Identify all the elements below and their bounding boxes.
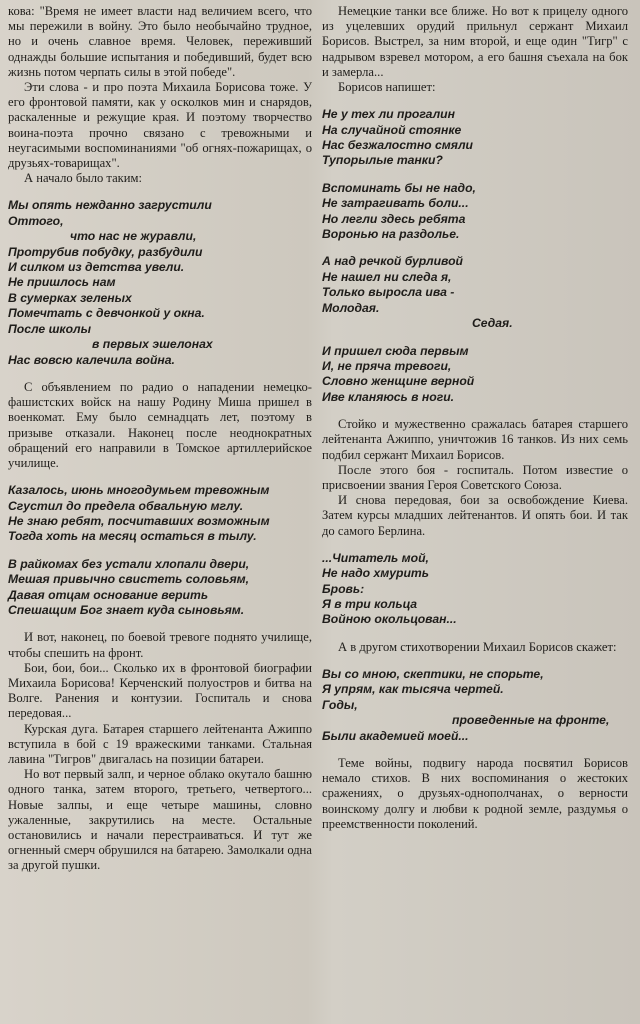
poem-line: Не у тех ли прогалин	[322, 107, 455, 122]
poem-line: Спешащим Бог знает куда сыновьям.	[8, 602, 245, 617]
poem-line: Воронью на раздолье.	[322, 227, 460, 242]
right-column	[322, 4, 628, 832]
poem-line: Седая.	[472, 316, 513, 331]
poem-line: Иве кланяюсь в ноги.	[322, 389, 455, 404]
paragraph: Борисов напишет:	[338, 80, 436, 95]
poem-line: А над речкой бурливой	[322, 254, 464, 269]
poem-line: Не затрагивать боли...	[322, 196, 469, 211]
poem-stanza	[322, 254, 628, 331]
poem-line: Не знаю ребят, посчитавших возможным	[8, 513, 270, 528]
poem-line: Сгустил до предела обвальную мглу.	[8, 498, 244, 513]
poem-line: Бровь:	[322, 581, 365, 596]
paragraph: И снова передовая, бои за освобождение Киева. Затем курсы младших лейтенантов. И опять бои. И так до самого Берлина.	[322, 493, 628, 538]
poem-line: Нас безжалостно смяли	[322, 138, 474, 153]
poem-line: ...Читатель мой,	[322, 550, 429, 565]
paragraph: Курская дуга. Батарея старшего лейтенанта Ажиппо вступила в бой с 19 вражескими танками. Стальная лавина "Тигров" двигалась на позиции батареи.	[8, 721, 312, 766]
poem-line: Только выросла ива -	[322, 285, 455, 300]
paragraph: кова: "Время не имеет власти над величием всего, что мы пережили в войну. Это было необычайно трудное, но и очень славное время. Человек, переживший однажды большие испытания и победивший, будет всю жизнь потом черпать силы в этой победе".	[8, 4, 312, 79]
poem-line: После школы	[8, 321, 92, 336]
poem-line: в первых эшелонах	[92, 337, 213, 352]
poem-line: Оттого,	[8, 213, 64, 228]
paragraph: Бои, бои, бои... Сколько их в фронтовой биографии Михаила Борисова! Керченский полуостров и битва на Волге. Ранения и контузии. Госпиталь и снова передовая...	[8, 660, 312, 721]
poem-line: Вспоминать бы не надо,	[322, 180, 476, 195]
paragraph: Стойко и мужественно сражалась батарея старшего лейтенанта Ажиппо, уничтожив 16 танков. Из них семь подбил сержант Михаил Борисов.	[322, 417, 628, 462]
poem-line: Не надо хмурить	[322, 566, 430, 581]
poem-line: И силком из детства увели.	[8, 260, 185, 275]
paragraph: И вот, наконец, по боевой тревоге поднято училище, чтобы спешить на фронт.	[8, 630, 312, 660]
poem-line: Войною окольцован...	[322, 612, 457, 627]
poem-line: И пришел сюда первым	[322, 343, 469, 358]
poem-line: Мешая привычно свистеть соловьям,	[8, 572, 250, 587]
poem-line: Словно женщине верной	[322, 374, 475, 389]
paragraph: С объявлением по радио о нападении немецко-фашистских войск на нашу Родину Миша пришел в военкомат. Ему было семнадцать лет, поэтому в призыве отказали. Наконец после неоднократных обращений его направили в Томское артиллерийское училище.	[8, 379, 312, 470]
left-column	[8, 4, 312, 874]
paragraph: А начало было таким:	[24, 171, 143, 186]
paragraph: Эти слова - и про поэта Михаила Борисова тоже. У его фронтовой памяти, как у осколков мин и снарядов, раскаленные и режущие края. И поэтому творчество воина-поэта прочно связано с тревожными и неугасимыми воспоминаниями "об огнях-пожарищах, о друзьях-товарищах".	[8, 80, 312, 171]
poem-line: В райкомах без устали хлопали двери,	[8, 556, 250, 571]
poem-stanza	[8, 483, 312, 545]
paragraph: Но вот первый залп, и черное облако окутало башню одного танка, затем второго, третьего, четвертого... Новые залпы, и еще четыре машины, словно ужаленные, закрутились на месте. Остальные остановились и начали перестраиваться. И тут же огненный смерч обрушился на батарею. Замолкали одна за другой пушки.	[8, 767, 312, 873]
poem-line: проведенные на фронте,	[452, 713, 610, 728]
poem-line: Были академией моей...	[322, 728, 469, 743]
paragraph: Немецкие танки все ближе. Но вот к прицелу одного из уцелевших орудий прильнул сержант Михаил Борисов. Выстрел, за ним второй, и еще один "Тигр" с надрывом взревел мотором, а его башня съехала на бок и замерла...	[322, 4, 628, 79]
poem-line: И, не пряча тревоги,	[322, 358, 452, 373]
poem-stanza	[322, 181, 628, 243]
poem-line: что нас не журавли,	[70, 229, 197, 244]
poem-line: Но легли здесь ребята	[322, 211, 466, 226]
poem-line: На случайной стоянке	[322, 122, 462, 137]
paragraph: А в другом стихотворении Михаил Борисов скажет:	[338, 639, 617, 654]
poem-stanza	[322, 344, 628, 406]
paragraph: Теме войны, подвигу народа посвятил Борисов немало стихов. В них воспоминания о жестоких сражениях, о друзьях-однополчанах, о верности воинскому долгу и любви к родной земле, раздумья о преемственности поколений.	[322, 756, 628, 831]
poem-line: Годы,	[322, 697, 358, 712]
poem-line: Тупорылые танки?	[322, 153, 443, 168]
poem-stanza	[322, 551, 628, 628]
poem-line: Помечтать с девчонкой у окна.	[8, 306, 205, 321]
poem-line: Мы опять нежданно загрустили	[8, 198, 212, 213]
poem-line: Протрубив побудку, разбудили	[8, 244, 203, 259]
paragraph: После этого боя - госпиталь. Потом известие о присвоении звания Героя Советского Союза.	[322, 462, 628, 492]
poem-line: Нас вовсю калечила война.	[8, 352, 175, 367]
poem-line: Давая отцам основание верить	[8, 587, 209, 602]
poem-line: Тогда хоть на месяц остаться в тылу.	[8, 529, 257, 544]
poem-stanza	[8, 198, 312, 367]
poem-line: Не пришлось нам	[8, 275, 116, 290]
poem-stanza	[8, 557, 312, 619]
poem-line: В сумерках зеленых	[8, 290, 132, 305]
poem-stanza	[322, 667, 628, 744]
poem-line: Вы со мною, скептики, не спорьте,	[322, 666, 544, 681]
poem-line: Молодая.	[322, 300, 380, 315]
poem-line: Я упрям, как тысяча чертей.	[322, 682, 504, 697]
poem-stanza	[322, 107, 628, 169]
poem-line: Я в три кольца	[322, 596, 418, 611]
poem-line: Не нашел ни следа я,	[322, 269, 452, 284]
poem-line: Казалось, июнь многодумьем тревожным	[8, 483, 270, 498]
